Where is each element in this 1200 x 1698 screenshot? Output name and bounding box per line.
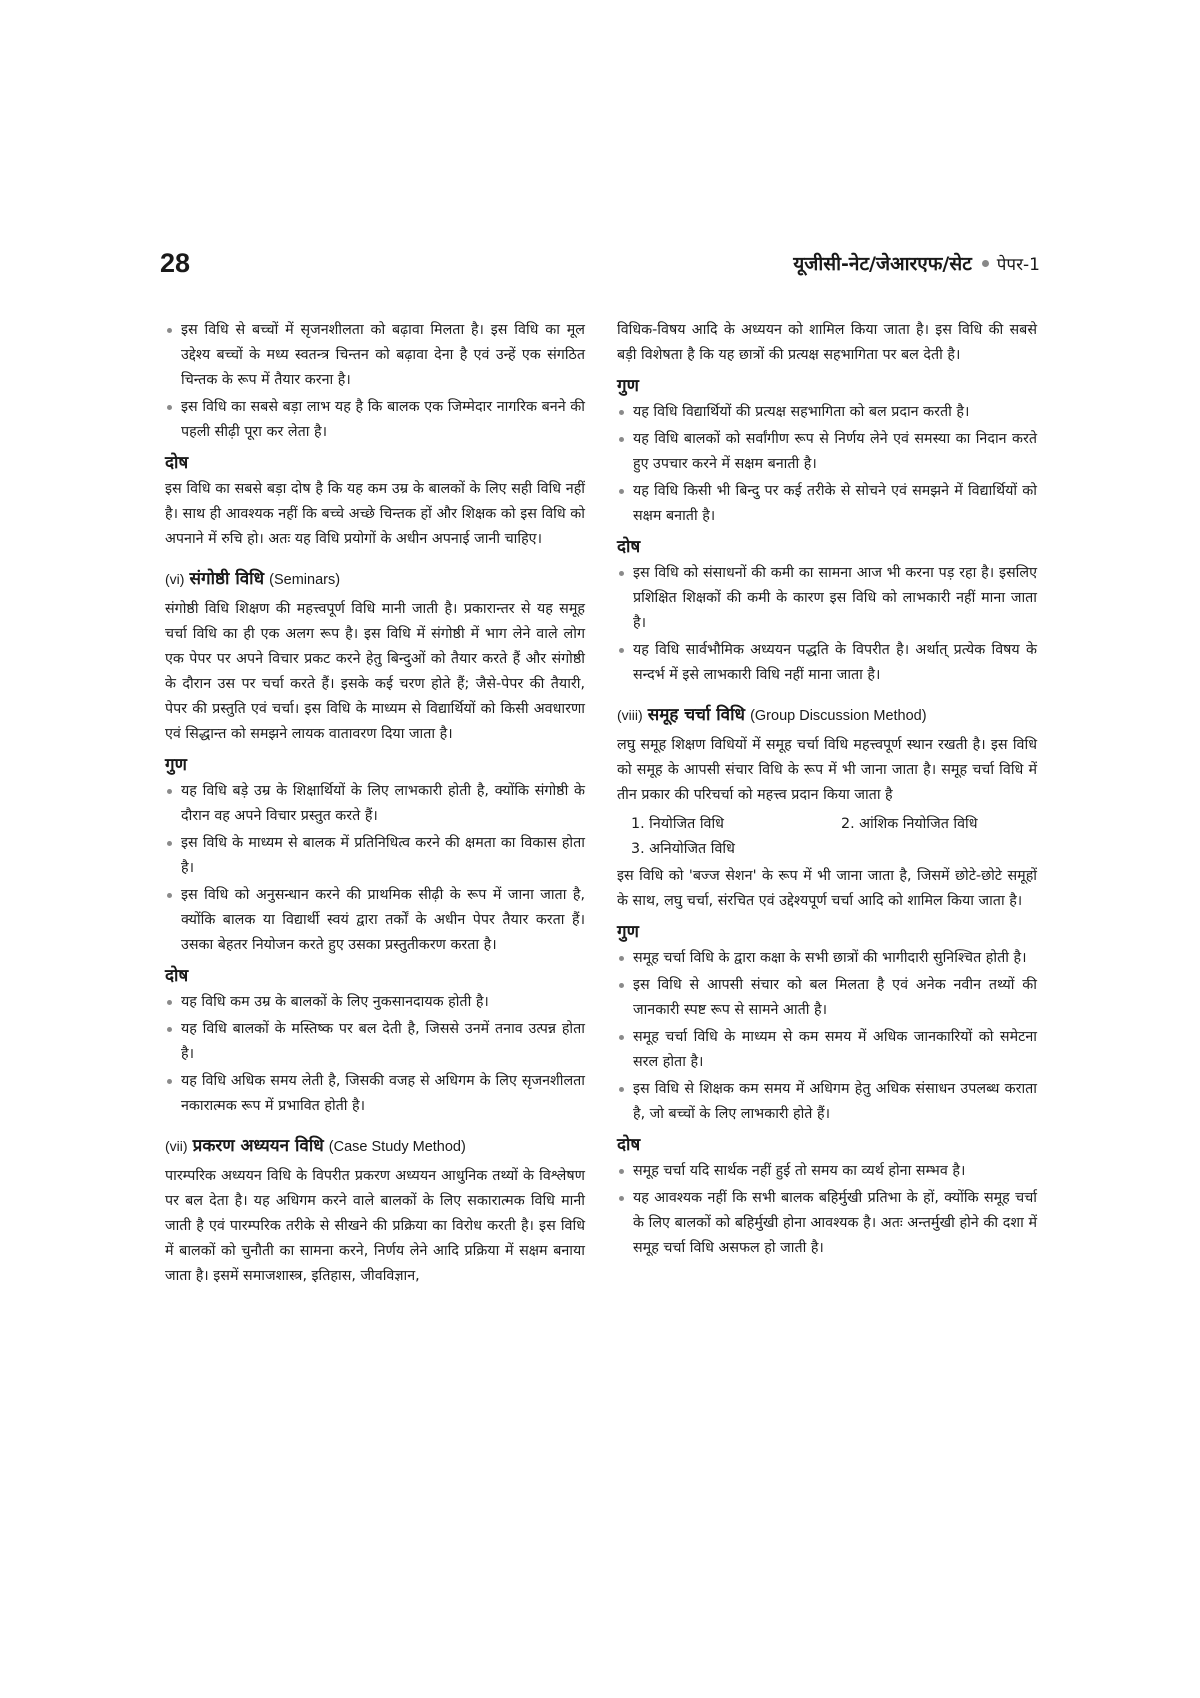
dosh-heading: दोष <box>617 537 641 557</box>
dosh-heading: दोष <box>165 966 189 986</box>
gun-list <box>617 400 1037 529</box>
bullet-icon <box>619 1196 624 1201</box>
list-item: यह विधि बड़े उम्र के शिक्षार्थियों के लिए लाभकारी होती है, क्योंकि संगोष्ठी के दौरान वह अपने विचार प्रस्तुत करते हैं। <box>165 779 585 829</box>
bullet-icon <box>619 648 624 653</box>
paragraph: इस विधि का सबसे बड़ा दोष है कि यह कम उम्र के बालकों के लिए सही विधि नहीं है। साथ ही आवश्यक नहीं कि बच्चे अच्छे चिन्तक हों और शिक्षक को इस विधि को अपनाने में रुचि हो। अतः यह विधि प्रयोगों के अधीन अपनाई जानी चाहिए। <box>165 481 585 547</box>
list-item: इस विधि से शिक्षक कम समय में अधिगम हेतु अधिक संसाधन उपलब्ध कराता है, जो बच्चों के लिए लाभकारी होते हैं। <box>617 1077 1037 1127</box>
bullet-icon <box>619 956 624 961</box>
bullet-icon <box>619 571 624 576</box>
bullet-icon <box>619 983 624 988</box>
section-heading-seminars: (vi) संगोष्ठी विधि (Seminars) <box>165 569 341 589</box>
list-item: यह विधि अधिक समय लेती है, जिसकी वजह से अधिगम के लिए सृजनशीलता नकारात्मक रूप में प्रभावित होती है। <box>165 1069 585 1119</box>
right-column <box>617 318 1037 1265</box>
list-item: इस विधि का सबसे बड़ा लाभ यह है कि बालक एक जिम्मेदार नागरिक बनने की पहली सीढ़ी पूरा कर लेता है। <box>165 395 585 445</box>
paragraph: पारम्परिक अध्ययन विधि के विपरीत प्रकरण अध्ययन आधुनिक तथ्यों के विश्लेषण पर बल देता है। यह अधिगम करने वाले बालकों के लिए सकारात्मक विधि मानी जाती है एवं पारम्परिक तरीके से सीखने की प्रक्रिया का विरोध करती है। इस विधि में बालकों को चुनौती का सामना करने, निर्णय लेने आदि प्रक्रिया में सक्षम बनाया जाता है। इसमें समाजशास्त्र, इतिहास, जीवविज्ञान, <box>165 1168 585 1284</box>
paper-label: पेपर-1 <box>996 255 1040 275</box>
bullet-icon <box>167 1000 172 1005</box>
list-item: 2. आंशिक नियोजित विधि <box>841 816 978 832</box>
bullet-icon <box>167 841 172 846</box>
running-head <box>793 250 1040 276</box>
list-item: समूह चर्चा यदि सार्थक नहीं हुई तो समय का व्यर्थ होना सम्भव है। <box>617 1159 1037 1184</box>
list-item: इस विधि के माध्यम से बालक में प्रतिनिधित्व करने की क्षमता का विकास होता है। <box>165 831 585 881</box>
list-item: यह विधि किसी भी बिन्दु पर कई तरीके से सोचने एवं समझने में विद्यार्थियों को सक्षम बनाती है। <box>617 479 1037 529</box>
list-item: यह विधि सार्वभौमिक अध्ययन पद्धति के विपरीत है। अर्थात् प्रत्येक विषय के सन्दर्भ में इसे लाभकारी विधि नहीं माना जाता है। <box>617 638 1037 688</box>
list-item: यह विधि विद्यार्थियों की प्रत्यक्ष सहभागिता को बल प्रदान करती है। <box>617 400 1037 425</box>
bullet-icon <box>167 789 172 794</box>
bullet-icon <box>619 437 624 442</box>
section-heading-group-discussion: (viii) समूह चर्चा विधि (Group Discussion Method) <box>617 705 927 725</box>
list-item: समूह चर्चा विधि के माध्यम से कम समय में अधिक जानकारियों को समेटना सरल होता है। <box>617 1025 1037 1075</box>
section-heading-case-study: (vii) प्रकरण अध्ययन विधि (Case Study Method) <box>165 1136 466 1156</box>
dosh-list <box>617 561 1037 688</box>
bullet-icon <box>619 1087 624 1092</box>
paragraph: विधिक-विषय आदि के अध्ययन को शामिल किया जाता है। इस विधि की सबसे बड़ी विशेषता है कि यह छात्रों की प्रत्यक्ष सहभागिता पर बल देती है। <box>617 322 1037 363</box>
bullet-icon <box>167 405 172 410</box>
dosh-list <box>165 990 585 1119</box>
dosh-heading: दोष <box>165 453 189 473</box>
list-item: इस विधि को संसाधनों की कमी का सामना आज भी करना पड़ रहा है। इसलिए प्रशिक्षित शिक्षकों की कमी के कारण इस विधि को लाभकारी नहीं माना जाता है। <box>617 561 1037 636</box>
page-number: 28 <box>160 248 191 278</box>
gun-heading: गुण <box>617 376 639 396</box>
list-item: इस विधि से आपसी संचार को बल मिलता है एवं अनेक नवीन तथ्यों की जानकारी स्पष्ट रूप से सामने आती है। <box>617 973 1037 1023</box>
list-item: इस विधि को अनुसन्धान करने की प्राथमिक सीढ़ी के रूप में जाना जाता है, क्योंकि बालक या विद्यार्थी स्वयं द्वारा तर्कों के अधीन पेपर तैयार करता हैं। उसका बेहतर नियोजन करते हुए उसका प्रस्तुतीकरण करता है। <box>165 883 585 958</box>
left-column <box>165 318 585 1293</box>
paragraph: संगोष्ठी विधि शिक्षण की महत्त्वपूर्ण विधि मानी जाती है। प्रकारान्तर से यह समूह चर्चा विधि का ही एक अलग रूप है। इस विधि में संगोष्ठी में भाग लेने वाले लोग एक पेपर पर अपने विचार प्रकट करने हेतु बिन्दुओं को तैयार करते हैं और संगोष्ठी के दौरान उस पर चर्चा करते हैं। इसके कई चरण होते हैं; जैसे-पेपर की तैयारी, पेपर की प्रस्तुति एवं चर्चा। इस विधि के माध्यम से विद्यार्थियों को किसी अवधारणा एवं सिद्धान्त को समझने लायक वातावरण दिया जाता है। <box>165 601 585 742</box>
gun-heading: गुण <box>617 922 639 942</box>
dosh-heading: दोष <box>617 1135 641 1155</box>
gun-heading: गुण <box>165 755 187 775</box>
bullet-icon <box>619 489 624 494</box>
list-item: यह विधि कम उम्र के बालकों के लिए नुकसानदायक होती है। <box>165 990 585 1015</box>
bullet-icon <box>619 1169 624 1174</box>
bullet-icon <box>167 328 172 333</box>
paragraph: लघु समूह शिक्षण विधियों में समूह चर्चा विधि महत्त्वपूर्ण स्थान रखती है। इस विधि को समूह के आपसी संचार विधि के रूप में भी जाना जाता है। समूह चर्चा विधि में तीन प्रकार की परिचर्चा को महत्त्व प्रदान किया जाता है <box>617 737 1037 803</box>
list-item: यह विधि बालकों को सर्वांगीण रूप से निर्णय लेने एवं समस्या का निदान करते हुए उपचार करने में सक्षम बनाती है। <box>617 427 1037 477</box>
list-item: यह आवश्यक नहीं कि सभी बालक बहिर्मुखी प्रतिभा के हों, क्योंकि समूह चर्चा के लिए बालकों को बहिर्मुखी होना आवश्यक है। अतः अन्तर्मुखी होने की दशा में समूह चर्चा विधि असफल हो जाती है। <box>617 1186 1037 1261</box>
bullet-icon <box>619 1035 624 1040</box>
list-item: 3. अनियोजित विधि <box>631 841 735 857</box>
intro-bullet-list <box>165 318 585 445</box>
bullet-icon <box>167 1079 172 1084</box>
gun-list <box>617 946 1037 1127</box>
list-item: यह विधि बालकों के मस्तिष्क पर बल देती है, जिससे उनमें तनाव उत्पन्न होता है। <box>165 1017 585 1067</box>
bullet-icon <box>167 1027 172 1032</box>
bullet-icon <box>619 410 624 415</box>
running-title: यूजीसी-नेट/जेआरएफ/सेट <box>793 253 972 275</box>
list-item: समूह चर्चा विधि के द्वारा कक्षा के सभी छात्रों की भागीदारी सुनिश्चित होती है। <box>617 946 1037 971</box>
gun-list <box>165 779 585 958</box>
paragraph: इस विधि को 'बज्ज सेशन' के रूप में भी जाना जाता है, जिसमें छोटे-छोटे समूहों के साथ, लघु चर्चा, संरचित एवं उद्देश्यपूर्ण चर्चा आदि को शामिल किया जाता है। <box>617 868 1037 909</box>
bullet-dot-icon <box>982 260 989 267</box>
list-item: इस विधि से बच्चों में सृजनशीलता को बढ़ावा मिलता है। इस विधि का मूल उद्देश्य बच्चों के मध्य स्वतन्त्र चिन्तन को बढ़ावा देना है एवं उन्हें एक संगठित चिन्तक के रूप में तैयार करना है। <box>165 318 585 393</box>
dosh-list <box>617 1159 1037 1261</box>
bullet-icon <box>167 893 172 898</box>
list-item: 1. नियोजित विधि <box>631 816 724 832</box>
discussion-types-list <box>617 812 1037 862</box>
